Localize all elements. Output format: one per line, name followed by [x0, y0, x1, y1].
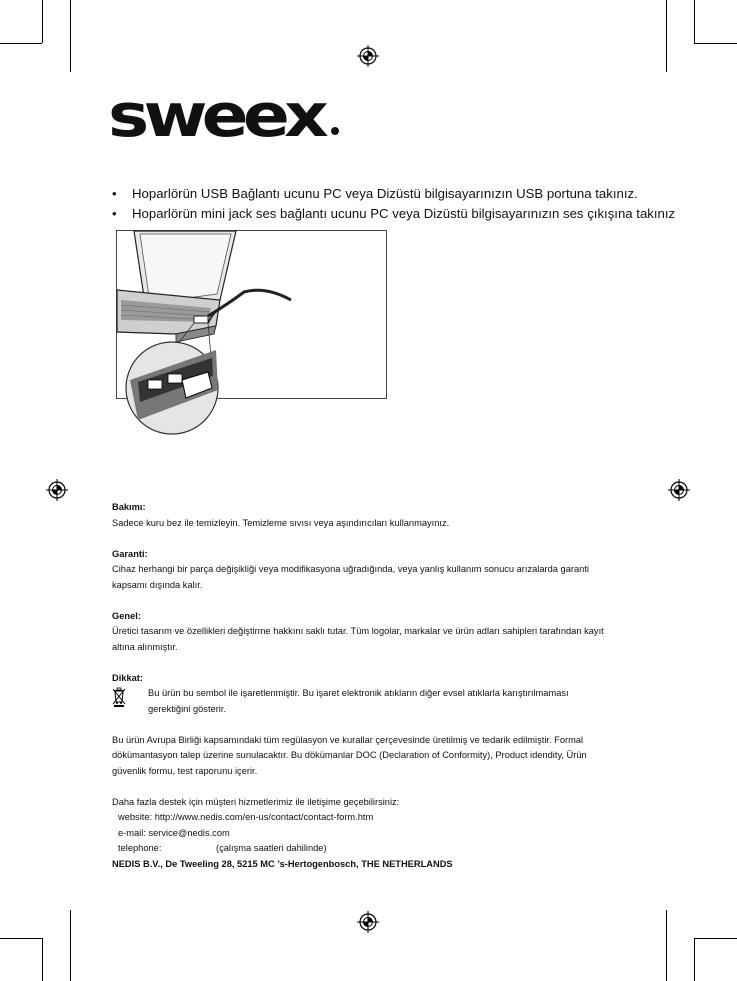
section-text: gerektiğini gösterir.: [148, 703, 227, 714]
crop-mark: [0, 43, 42, 44]
crop-mark: [666, 0, 667, 72]
logo-dot: [331, 127, 339, 135]
caution-section: [112, 671, 672, 718]
conformity-text: dökümantasyon talep üzerine sunulacaktır. Bu dökümanlar DOC (Declaration of Conformity), Product idendity, Ürün: [112, 750, 587, 760]
list-item: [112, 204, 712, 224]
crop-mark: [666, 910, 667, 981]
maintenance-section: [112, 500, 672, 531]
section-heading: Garanti:: [112, 548, 148, 559]
section-text: altına alınmıştır.: [112, 641, 178, 652]
instruction-list: [112, 184, 712, 224]
registration-mark-icon: [356, 910, 380, 934]
contact-website[interactable]: website: http://www.nedis.com/en-us/contact/contact-form.htm: [118, 812, 374, 822]
crop-mark: [694, 938, 737, 939]
crop-mark: [694, 0, 695, 43]
registration-mark-icon: [356, 44, 380, 68]
section-heading: Dikkat:: [112, 672, 144, 683]
section-heading: Bakımı:: [112, 502, 146, 512]
section-heading: Genel:: [112, 610, 141, 621]
section-text: kapsamı dışında kalır.: [112, 579, 203, 590]
contact-intro: Daha fazla destek için müşteri hizmetlerimiz ile iletişime geçebilirsiniz:: [112, 796, 400, 807]
telephone-label: telephone:: [118, 843, 162, 853]
crop-mark: [694, 43, 737, 44]
bullet-icon: •: [112, 206, 117, 221]
company-address: NEDIS B.V., De Tweeling 28, 5215 MC ’s-Hertogenbosch, THE NETHERLANDS: [112, 858, 453, 869]
instruction-text: Hoparlörün mini jack ses bağlantı ucunu PC veya Dizüstü bilgisayarınızın ses çıkışına takınız: [132, 206, 676, 221]
crop-mark: [70, 0, 71, 72]
crop-mark: [42, 0, 43, 43]
section-text: Cihaz herhangi bir parça değişikliği veya modifikasyona uğradığında, veya yanlış kullanım sonucu arızalarda garanti: [112, 564, 589, 574]
general-section: [112, 609, 672, 656]
weee-bin-icon: [112, 686, 148, 717]
registration-mark-icon: [45, 478, 69, 502]
instruction-text: Hoparlörün USB Bağlantı ucunu PC veya Dizüstü bilgisayarınızın USB portuna takınız.: [132, 186, 638, 201]
product-info-sections: [112, 500, 672, 872]
section-text: Üretici tasarım ve özellikleri değiştirme hakkını saklı tutar. Tüm logolar, markalar ve ürün adları sahipleri tarafından kayıt: [112, 626, 604, 636]
list-item: [112, 184, 712, 204]
bullet-icon: •: [112, 186, 117, 201]
crop-mark: [0, 938, 42, 939]
conformity-text: güvenlik formu, test raporunu içerir.: [112, 765, 258, 776]
telephone-note: (çalışma saatleri dahilinde): [216, 843, 327, 853]
crop-mark: [70, 910, 71, 981]
crop-mark: [42, 938, 43, 981]
warranty-section: [112, 547, 672, 594]
crop-mark: [694, 938, 695, 981]
registration-mark-icon: [667, 478, 691, 502]
contact-section: [112, 795, 672, 873]
conformity-section: [112, 733, 672, 780]
sweex-logo: [108, 92, 340, 142]
conformity-text: Bu ürün Avrupa Birliği kapsamındaki tüm regülasyon ve kurallar çerçevesinde üretilmiş ve tedarik edilmiştir. Formal: [112, 734, 584, 745]
section-text: Sadece kuru bez ile temizleyin. Temizleme sıvısı veya aşındırıcıları kullanmayınız.: [112, 517, 450, 528]
laptop-connection-illustration: [116, 230, 388, 435]
contact-email[interactable]: e-mail: service@nedis.com: [118, 827, 230, 838]
section-text: Bu ürün bu sembol ile işaretlenmiştir. Bu işaret elektronik atıkların diğer evsel atıklarla karıştırılmaması: [148, 688, 569, 698]
logo-wordmark: sweex: [108, 92, 328, 142]
